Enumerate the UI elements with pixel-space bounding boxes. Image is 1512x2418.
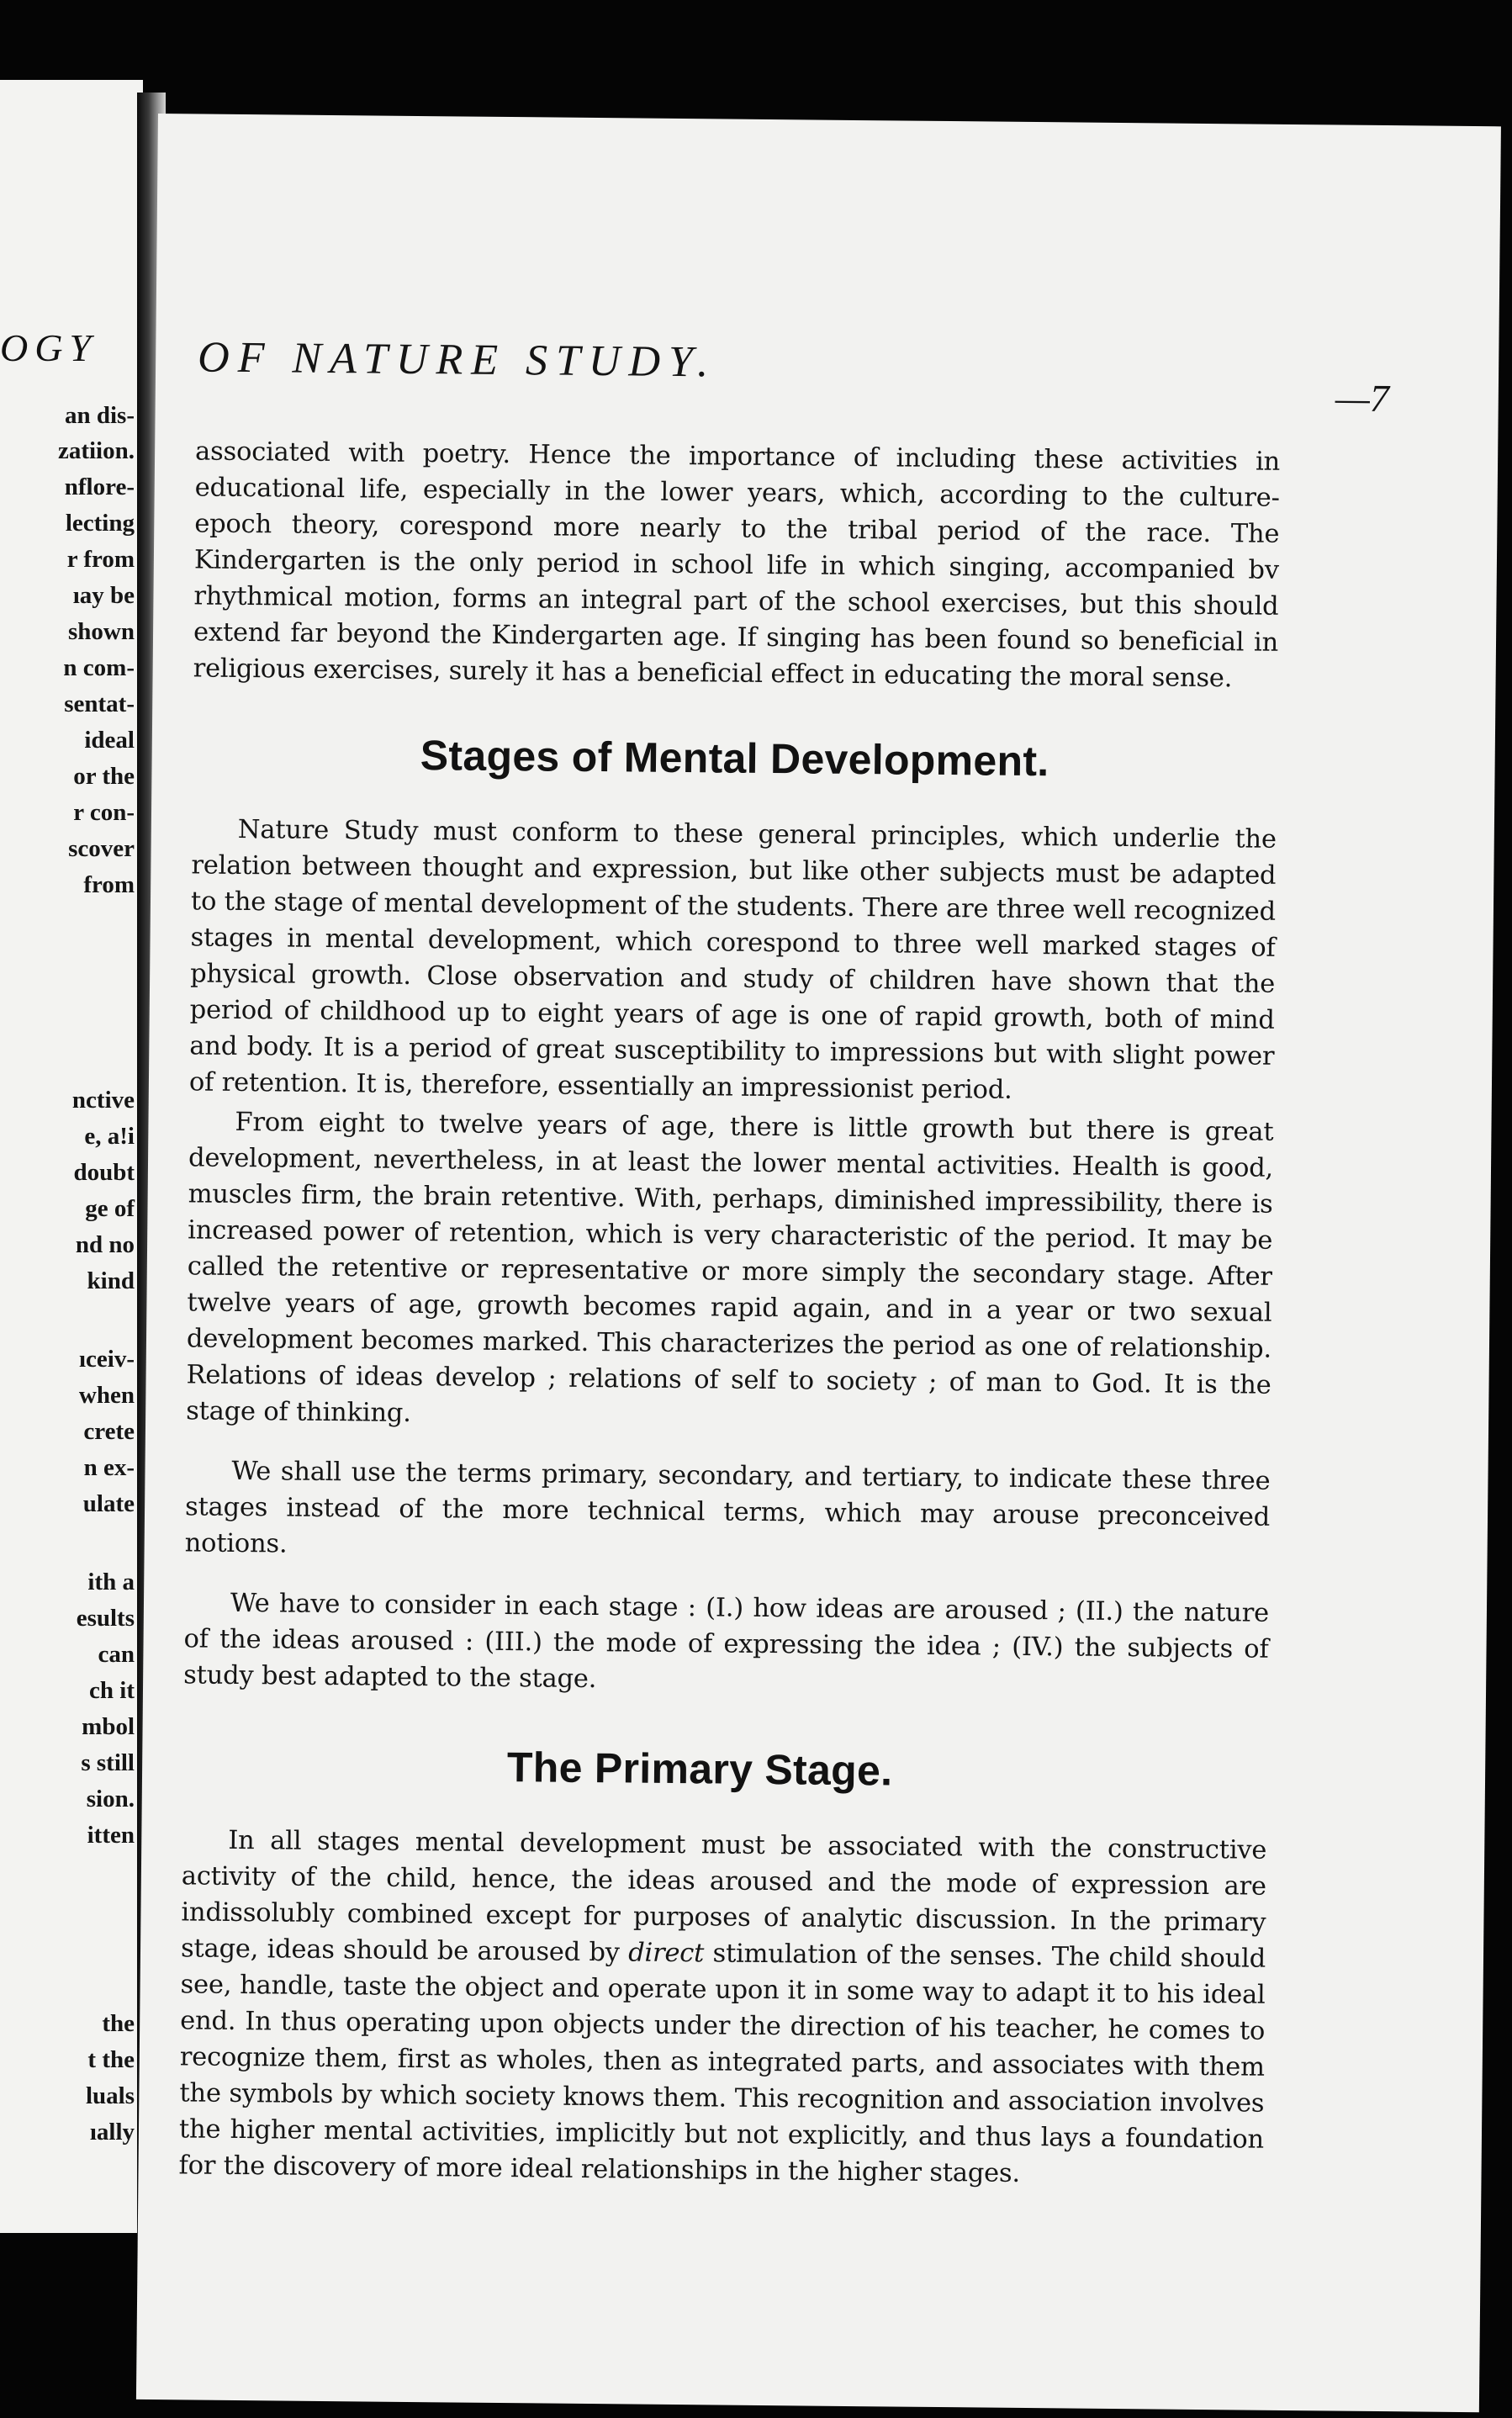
paragraph-6 bbox=[178, 1822, 1266, 2193]
book-page bbox=[136, 114, 1501, 2412]
facing-line-fragment: r con- bbox=[73, 799, 135, 826]
heading-mental-development: Stages of Mental Development. bbox=[420, 732, 1049, 786]
facing-line-fragment: itten bbox=[87, 1822, 135, 1849]
facing-line-fragment: nflore- bbox=[64, 474, 135, 500]
facing-line-fragment: luals bbox=[85, 2082, 135, 2109]
facing-line-fragment: n ex- bbox=[83, 1454, 135, 1481]
facing-line-fragment: or the bbox=[73, 763, 135, 790]
facing-line-fragment: can bbox=[98, 1641, 135, 1668]
facing-line-fragment: from bbox=[83, 871, 135, 898]
facing-line-fragment: sentat- bbox=[64, 690, 135, 717]
facing-line-fragment: ith a bbox=[87, 1569, 135, 1595]
facing-line-fragment: kind bbox=[87, 1267, 135, 1294]
facing-line-fragment: shown bbox=[68, 618, 135, 645]
facing-line-fragment: ch it bbox=[89, 1677, 135, 1704]
facing-line-fragment: ideal bbox=[84, 727, 135, 754]
paragraph-3: From eight to twelve years of age, there is little growth but there is great development, nevertheless, in at least the lower mental activities. Health is good, muscles firm, the brain retentive. With, perhaps, diminished impressibility, there is increased power of retention, which is very characteristic of the period. It may be called the retentive or representative or more simply the secondary stage. After twelve years of age, growth becomes rapid again, and in a year or two sexual development becomes marked. This characterizes the period as one of relationship. Relations of ideas develop ; relations of self to society ; of man to God. It is the stage of thinking. bbox=[186, 1107, 1274, 1428]
facing-line-fragment: nd no bbox=[75, 1231, 135, 1258]
page-body bbox=[178, 433, 1280, 2193]
facing-line-fragment: esults bbox=[76, 1605, 135, 1632]
facing-line-fragment: an dis- bbox=[64, 402, 135, 429]
paragraph-4: We shall use the terms primary, secondary, and tertiary, to indicate these three stages instead of the more technical terms, which may arouse preconceived notions. bbox=[184, 1456, 1271, 1559]
facing-line-fragment: r from bbox=[66, 546, 135, 573]
facing-line-fragment: lecting bbox=[65, 510, 135, 537]
facing-line-fragment: when bbox=[78, 1382, 135, 1409]
paragraph-6-part-2: stimulation of the senses. The child should see, handle, taste the object and operate upon it in some way to adapt it to his ideal end. In thus operating upon objects under the direction of his teacher, he comes to recognize them, first as wholes, then as integrated parts, and associates with them the symbols by which society knows them. This recognition and association involves the higher mental activities, implicitly but not explicitly, and thus lays a foundation for the discovery of more ideal relationships in the higher stages. bbox=[178, 1939, 1266, 2188]
facing-line-fragment: ıay be bbox=[72, 582, 135, 609]
emphasis-direct: direct bbox=[627, 1938, 705, 1969]
facing-line-fragment: ıally bbox=[89, 2119, 135, 2146]
paragraph-1: associated with poetry. Hence the importance of including these activities in educational life, especially in the lower years, which, according to the culture-epoch theory, corespond more nearly to the tribal period of the race. The Kindergarten is the only period in school life in which singing, accompanied bv rhythmical motion, forms an integral part of the school exercises, but this should extend far beyond the Kindergarten age. If singing has been found so beneficial in religious exercises, surely it has a beneficial effect in educating the moral sense. bbox=[193, 437, 1281, 694]
facing-line-fragment: nctive bbox=[71, 1087, 135, 1114]
facing-line-fragment: zatiion. bbox=[57, 437, 135, 464]
facing-line-fragment: mbol bbox=[82, 1713, 135, 1740]
facing-line-fragment: n com- bbox=[63, 654, 135, 681]
facing-line-fragment: crete bbox=[83, 1418, 135, 1445]
facing-line-fragment: ge of bbox=[85, 1195, 135, 1222]
facing-line-fragment: ıceiv- bbox=[78, 1346, 135, 1373]
running-head: OF NATURE STUDY. bbox=[197, 333, 717, 387]
heading-primary-stage: The Primary Stage. bbox=[506, 1743, 893, 1795]
facing-line-fragment: scover bbox=[68, 835, 135, 862]
facing-line-fragment: sion. bbox=[86, 1786, 135, 1812]
paragraph-2: Nature Study must conform to these general principles, which underlie the relation between thought and expression, but like other subjects must be adapted to the stage of mental development of the students. There are three well recognized stages in mental development, which corespond to three well marked stages of physical growth. Close observation and study of children have shown that the period of childhood up to eight years of age is one of rapid growth, both of mind and body. It is a period of great susceptibility to impressions but with slight power of retention. It is, therefore, essentially an impressionist period. bbox=[188, 814, 1277, 1105]
paragraph-6-part-1: In all stages mental development must be associated with the constructive activity of the child, hence, the ideas aroused and the mode of expression are indissolubly combined except for purposes of analytic discussion. In the primary stage, ideas should be aroused by bbox=[180, 1825, 1267, 1968]
facing-line-fragment: e, a!i bbox=[84, 1123, 135, 1150]
facing-line-fragment: s still bbox=[81, 1749, 135, 1776]
paragraph-5: We have to consider in each stage : (I.) how ideas are aroused ; (II.) the nature of the ideas aroused : (III.) the mode of expressing the idea ; (IV.) the subjects of study best adapted to the stage. bbox=[183, 1588, 1270, 1695]
page-number: —7 bbox=[1335, 376, 1390, 421]
facing-line-fragment: the bbox=[102, 2010, 135, 2037]
facing-line-fragment: ulate bbox=[82, 1490, 135, 1517]
facing-running-head: OGY bbox=[0, 326, 98, 369]
facing-line-fragment: t the bbox=[87, 2046, 135, 2073]
facing-line-fragment: doubt bbox=[73, 1159, 135, 1186]
facing-page-fragment bbox=[0, 80, 143, 2233]
